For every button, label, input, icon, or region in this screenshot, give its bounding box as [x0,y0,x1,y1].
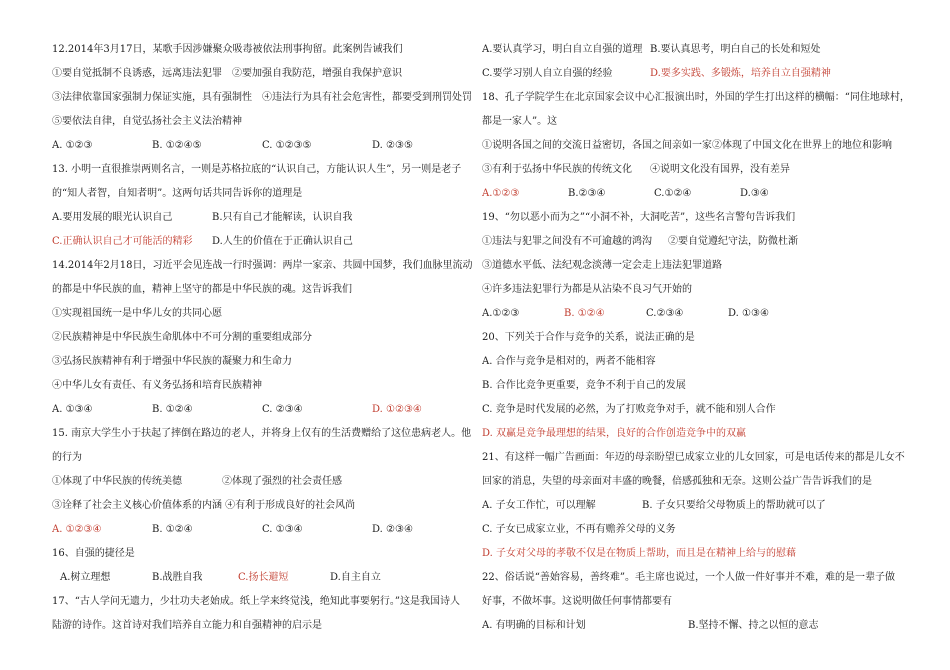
q21-stem-2: 回家的消息，失望的母亲面对丰盛的晚餐，倍感孤独和无奈。这则公益广告告诉我们的是 [482,476,872,487]
q14-option-c: C. ②③④ [262,404,303,415]
q15-statement-2: ②体现了强烈的社会责任感 [222,476,342,487]
q16-stem: 16、自强的捷径是 [52,548,135,559]
q20-option-c: C. 竞争是时代发展的必然，为了打败竞争对手，就不能和别人合作 [482,404,776,415]
q19-statements-12 [482,230,912,254]
q15-stem-2: 的行为 [52,452,82,463]
q13-option-d: D.人生的价值在于正确认识自己 [212,236,353,247]
q13-stem-2: 的“知人者智，自知者明”。这两句话共同告诉你的道理是 [52,188,303,199]
q21-options-ab [482,494,912,518]
q15-options [52,518,472,542]
q18-statements-34 [482,158,912,182]
q13-options-ab [52,206,472,230]
q22-option-b: B.坚持不懈、持之以恒的意志 [688,620,819,631]
q18-statements-12: ①说明各国之间的交流日益密切，各国之间亲如一家②体现了中国文化在世界上的地位和影响 [482,140,892,151]
q18-stem-2: 都是一家人”。这 [482,116,558,127]
q17-stem-1: 17、“古人学问无遗力，少壮功夫老始成。纸上学来终觉浅，绝知此事要躬行。”这是我国诗人 [52,596,460,607]
q17-options-ab [482,38,912,62]
q18-statement-4: ④说明文化没有国界，没有差异 [650,164,790,175]
q19-statement-4: ④许多违法犯罪行为都是从沾染不良习气开始的 [482,284,692,295]
q22-stem-2: 好事，不做坏事。这说明做任何事情都要有 [482,596,672,607]
q19-option-c: C.②③④ [646,308,684,319]
q16-options [52,566,472,590]
q14-option-d: D. ①②③④ [372,404,422,415]
q14-stem-1: 14.2014年2月18日，习近平会见连战一行时强调：两岸一家亲、共圆中国梦，我们血脉里流动 [52,260,472,271]
q18-option-c: C.①②④ [654,188,692,199]
q17-option-a: A.要认真学习，明白自立自强的道理 [482,44,643,55]
q19-options [482,302,912,326]
q19-stem: 19、“勿以恶小而为之”“小洞不补，大洞吃苦”，这些名言警句告诉我们 [482,212,796,223]
q13-option-c: C.正确认识自己才可能活的精彩 [52,236,193,247]
q15-option-a: A. ①②③④ [52,524,102,535]
q13-option-b: B.只有自己才能解读，认识自我 [212,212,353,223]
q17-stem-2: 陆游的诗作。这首诗对我们培养自立能力和自强精神的启示是 [52,620,322,631]
q16-option-b: B.战胜自我 [152,572,203,583]
q12-option-b: B. ①②④⑤ [152,140,202,151]
q22-option-a: A. 有明确的目标和计划 [482,620,586,631]
q20-option-a: A. 合作与竞争是相对的，两者不能相容 [482,356,656,367]
q16-option-c: C.扬长避短 [238,572,289,583]
q16-option-a: A.树立理想 [60,572,111,583]
q14-option-b: B. ①②④ [152,404,193,415]
q13-option-a: A.要用发展的眼光认识自己 [52,212,173,223]
q14-statement-2: ②民族精神是中华民族生命肌体中不可分割的重要组成部分 [52,332,312,343]
q14-stem-2: 的都是中华民族的血，精神上坚守的都是中华民族的魂。这告诉我们 [52,284,352,295]
q21-option-a: A. 子女工作忙，可以理解 [482,500,596,511]
q17-option-c: C.要学习别人自立自强的经验 [482,68,613,79]
q15-stem-1: 15. 南京大学生小于扶起了摔倒在路边的老人，并将身上仅有的生活费赠给了这位患病老人。他 [52,428,472,439]
q15-option-d: D. ②③④ [372,524,413,535]
q14-statement-3: ③弘扬民族精神有利于增强中华民族的凝聚力和生命力 [52,356,292,367]
q22-options-ab [482,614,912,638]
q17-option-b: B.要认真思考，明白自己的长处和短处 [650,44,821,55]
q19-option-a: A.①②③ [482,308,520,319]
q15-statements-34: ③诠释了社会主义核心价值体系的内涵 ④有利于形成良好的社会风尚 [52,500,356,511]
q18-stem-1: 18、孔子学院学生在北京国家会议中心汇报演出时，外国的学生打出这样的横幅：“同住地球村， [482,92,910,103]
q20-option-d: D. 双赢是竞争最理想的结果，良好的合作创造竞争中的双赢 [482,428,747,439]
q19-statement-2: ②要自觉遵纪守法，防微杜渐 [668,236,798,247]
q21-option-b: B. 子女只要给父母物质上的帮助就可以了 [642,500,826,511]
q22-stem-1: 22、俗话说“善始容易，善终难”。毛主席也说过，一个人做一件好事并不难，难的是一辈子做 [482,572,895,583]
q18-option-d: D.③④ [740,188,769,199]
q12-stem: 12.2014年3月17日，某歌手因涉嫌聚众吸毒被依法刑事拘留。此案例告诫我们 [52,44,403,55]
q17-options-cd [482,62,912,86]
q20-stem: 20、下列关于合作与竞争的关系，说法正确的是 [482,332,695,343]
q21-option-d: D. 子女对父母的孝敬不仅是在物质上帮助，而且是在精神上给与的慰藉 [482,548,797,559]
q14-options [52,398,472,422]
q14-statement-1: ①实现祖国统一是中华儿女的共同心愿 [52,308,222,319]
q20-option-b: B. 合作比竞争更重要，竞争不利于自己的发展 [482,380,686,391]
left-column [52,38,472,638]
q21-option-c: C. 子女已成家立业，不再有赡养父母的义务 [482,524,676,535]
q12-statement-3: ⑤要依法自律，自觉弘扬社会主义法治精神 [52,116,242,127]
q13-stem-1: 13. 小明一直很推崇两则名言，一则是苏格拉底的“认识自己，方能认识人生”，另一则是老子 [52,164,462,175]
q19-statement-3: ③道德水平低、法纪观念淡薄一定会走上违法犯罪道路 [482,260,722,271]
q21-stem-1: 21、有这样一幅广告画面：年迈的母亲盼望已成家立业的儿女回家，可是电话传来的都是儿女不 [482,452,905,463]
q14-statement-4: ④中华儿女有责任、有义务弘扬和培育民族精神 [52,380,262,391]
q12-option-d: D. ②③⑤ [372,140,413,151]
q16-option-d: D.自主自立 [330,572,381,583]
right-column [482,38,912,638]
q12-options [52,134,472,158]
q19-statement-1: ①违法与犯罪之间没有不可逾越的鸿沟 [482,236,652,247]
q13-options-cd [52,230,472,254]
q18-option-b: B.②③④ [568,188,606,199]
q12-statement-2: ③法律依靠国家强制力保证实施，具有强制性 ④违法行为具有社会危害性，都要受到刑罚处罚 [52,92,472,103]
q18-statement-3: ③有利于弘扬中华民族的传统文化 [482,164,632,175]
q15-statement-1: ①体现了中华民族的传统美德 [52,476,182,487]
q12-option-a: A. ①②③ [52,140,93,151]
q19-option-d: D. ①③④ [728,308,769,319]
q12-option-c: C. ①②③⑤ [262,140,312,151]
q15-option-b: B. ①②④ [152,524,193,535]
q15-statements-12 [52,470,472,494]
q12-statement-1: ①要自觉抵制不良诱惑，远离违法犯罪 ②要加强自我防范，增强自我保护意识 [52,68,402,79]
q18-options [482,182,912,206]
q14-option-a: A. ①③④ [52,404,93,415]
q17-option-d: D.要多实践、多锻炼，培养自立自强精神 [650,68,831,79]
q18-option-a: A.①②③ [482,188,520,199]
q19-option-b: B. ①②④ [564,308,605,319]
q15-option-c: C. ①③④ [262,524,303,535]
